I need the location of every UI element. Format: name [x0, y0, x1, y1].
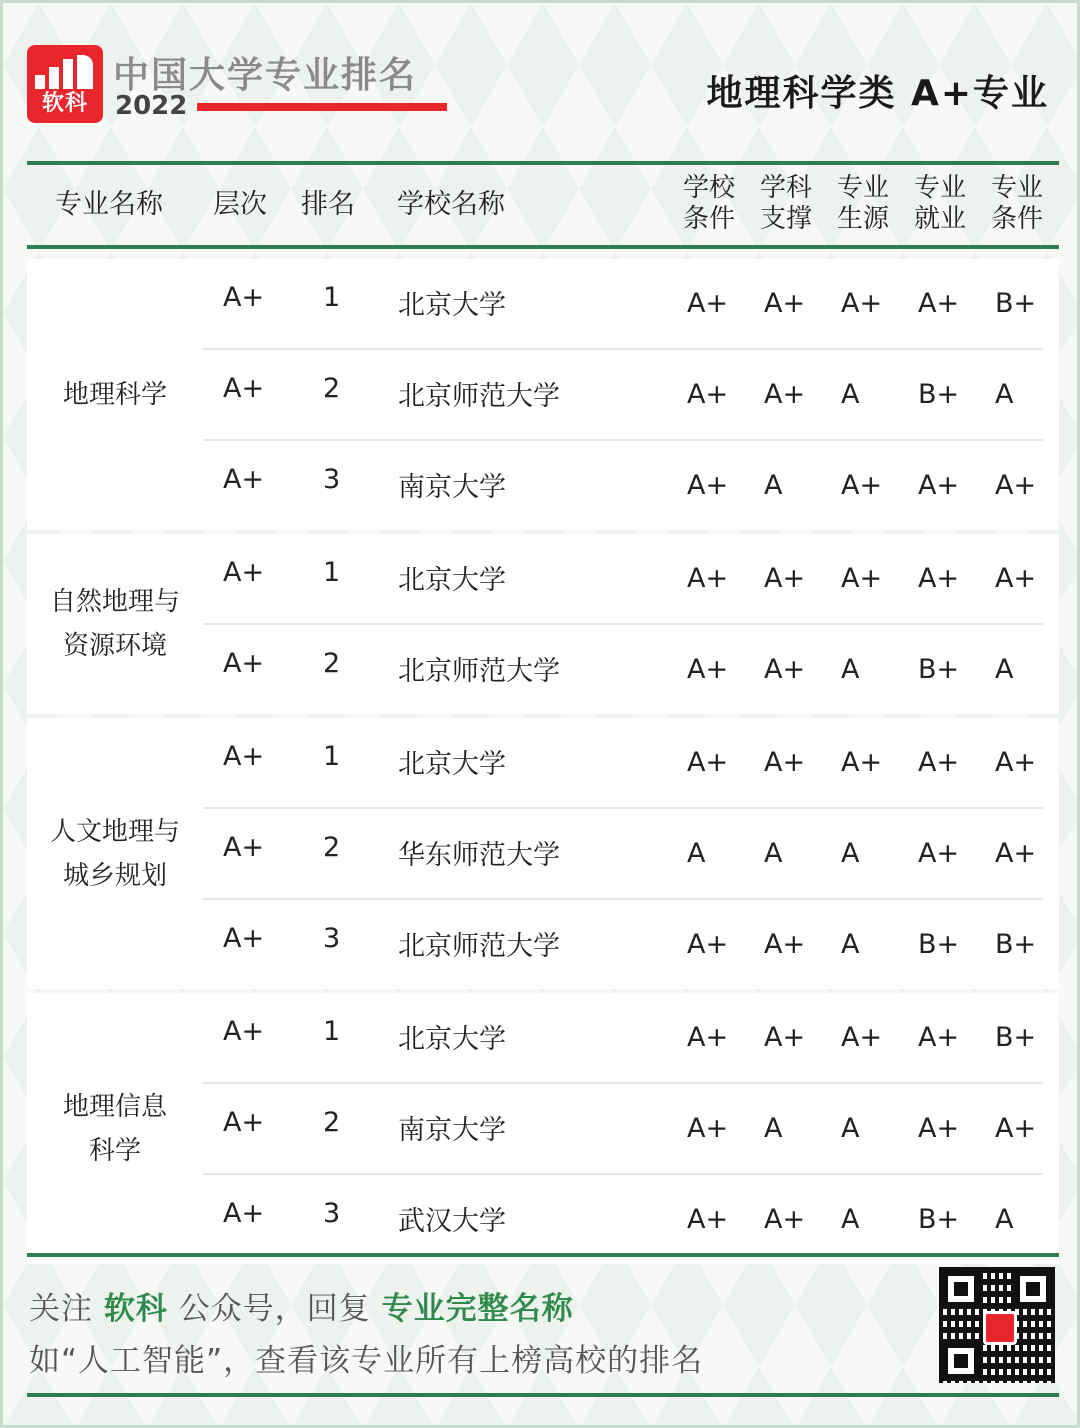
grade-cell: A+	[841, 470, 883, 501]
level-cell: A+	[223, 1107, 265, 1138]
footer-line-1: 关注 软科 公众号，回复 专业完整名称	[29, 1291, 574, 1327]
school-cell: 南京大学	[398, 1115, 506, 1146]
grade-cell: A+	[687, 379, 729, 410]
grade-cell: A+	[764, 1204, 806, 1235]
table-row	[203, 807, 1043, 898]
header-school: 学校名称	[397, 189, 505, 220]
grade-cell: A+	[995, 470, 1037, 501]
rank-cell: 2	[323, 648, 341, 679]
school-cell: 武汉大学	[398, 1206, 506, 1237]
grade-cell: A+	[687, 470, 729, 501]
grade-cell: A+	[687, 929, 729, 960]
rank-cell: 2	[323, 373, 341, 404]
brand-year: 2022	[115, 91, 188, 121]
grade-cell: A+	[764, 288, 806, 319]
table-row	[203, 348, 1043, 439]
grade-cell: B+	[918, 1204, 960, 1235]
table-row	[203, 623, 1043, 714]
grade-cell: A	[841, 1204, 860, 1235]
rank-cell: 1	[323, 282, 341, 313]
school-cell: 北京大学	[398, 749, 506, 780]
school-cell: 北京师范大学	[398, 931, 560, 962]
header-level: 层次	[213, 189, 267, 220]
grade-cell: A+	[841, 563, 883, 594]
school-cell: 南京大学	[398, 472, 506, 503]
grade-cell: A+	[918, 1022, 960, 1053]
grade-cell: A+	[995, 747, 1037, 778]
rank-cell: 1	[323, 741, 341, 772]
header-school-condition: 学校 条件	[682, 173, 735, 234]
grade-cell: B+	[995, 1022, 1037, 1053]
major-name: 地理科学	[62, 379, 167, 410]
grade-cell: A+	[687, 654, 729, 685]
school-cell: 华东师范大学	[398, 840, 560, 871]
level-cell: A+	[223, 923, 265, 954]
grade-cell: B+	[918, 379, 960, 410]
grade-cell: A+	[687, 1022, 729, 1053]
table-row	[203, 1173, 1043, 1264]
grade-cell: A	[764, 470, 783, 501]
rank-cell: 2	[323, 1107, 341, 1138]
major-name: 人文地理与 城乡规划	[49, 816, 180, 891]
grade-cell: A	[995, 1204, 1014, 1235]
rank-cell: 2	[323, 832, 341, 863]
table-row	[203, 898, 1043, 989]
major-group	[27, 993, 1059, 1264]
major-group	[27, 718, 1059, 989]
qr-code-icon	[939, 1267, 1055, 1383]
grade-cell: A+	[764, 654, 806, 685]
header-employment: 专业 就业	[913, 173, 966, 234]
level-cell: A+	[223, 373, 265, 404]
level-cell: A+	[223, 1198, 265, 1229]
grade-cell: A+	[687, 747, 729, 778]
table-row	[203, 534, 1043, 623]
grade-cell: A+	[995, 563, 1037, 594]
grade-cell: A+	[764, 1022, 806, 1053]
footer-line-2: 如“人工智能”，查看该专业所有上榜高校的排名	[29, 1343, 704, 1379]
table-row	[203, 439, 1043, 530]
rank-cell: 3	[323, 1198, 341, 1229]
level-cell: A+	[223, 648, 265, 679]
level-cell: A+	[223, 282, 265, 313]
grade-cell: A+	[764, 747, 806, 778]
rank-cell: 1	[323, 1016, 341, 1047]
grade-cell: A+	[918, 470, 960, 501]
grade-cell: A	[841, 1113, 860, 1144]
grade-cell: A+	[918, 1113, 960, 1144]
grade-cell: A+	[841, 288, 883, 319]
grade-cell: B+	[995, 288, 1037, 319]
school-cell: 北京师范大学	[398, 381, 560, 412]
table-row	[203, 993, 1043, 1082]
ranking-table	[27, 259, 1059, 1268]
grade-cell: A	[995, 654, 1014, 685]
grade-cell: A+	[918, 747, 960, 778]
major-name: 地理信息 科学	[62, 1091, 167, 1166]
grade-cell: A+	[918, 838, 960, 869]
level-cell: A+	[223, 557, 265, 588]
grade-cell: A	[841, 929, 860, 960]
grade-cell: B+	[995, 929, 1037, 960]
grade-cell: A	[841, 379, 860, 410]
grade-cell: B+	[918, 929, 960, 960]
header-discipline-support: 学科 支撑	[759, 173, 812, 234]
footer-bottom-line	[27, 1393, 1059, 1397]
grade-cell: A+	[995, 838, 1037, 869]
header-rank: 排名	[301, 189, 355, 220]
grade-cell: A	[764, 838, 783, 869]
header-student-source: 专业 生源	[836, 173, 889, 234]
grade-cell: A	[687, 838, 706, 869]
level-cell: A+	[223, 464, 265, 495]
school-cell: 北京大学	[398, 1024, 506, 1055]
ruanke-logo-icon	[27, 45, 103, 123]
table-header	[27, 161, 1059, 249]
header-program-condition: 专业 条件	[990, 173, 1043, 234]
rank-cell: 3	[323, 464, 341, 495]
header-major: 专业名称	[55, 189, 163, 220]
grade-cell: B+	[918, 654, 960, 685]
logo-text: 软科	[41, 91, 88, 116]
brand-title: 中国大学专业排名	[113, 55, 418, 96]
brand-accent-line	[197, 103, 447, 111]
major-name: 自然地理与 资源环境	[49, 587, 180, 661]
school-cell: 北京大学	[398, 565, 506, 596]
grade-cell: A+	[687, 288, 729, 319]
grade-cell: A	[841, 654, 860, 685]
level-cell: A+	[223, 741, 265, 772]
page-title: 地理科学类 A+专业	[706, 73, 1049, 114]
grade-cell: A+	[918, 563, 960, 594]
grade-cell: A+	[687, 1113, 729, 1144]
grade-cell: A+	[918, 288, 960, 319]
grade-cell: A+	[764, 929, 806, 960]
footer-divider	[27, 1253, 1059, 1257]
level-cell: A+	[223, 832, 265, 863]
grade-cell: A+	[841, 1022, 883, 1053]
grade-cell: A	[764, 1113, 783, 1144]
grade-cell: A+	[764, 379, 806, 410]
grade-cell: A+	[764, 563, 806, 594]
major-group	[27, 534, 1059, 714]
school-cell: 北京师范大学	[398, 656, 560, 687]
grade-cell: A	[995, 379, 1014, 410]
rank-cell: 1	[323, 557, 341, 588]
grade-cell: A+	[687, 563, 729, 594]
grade-cell: A+	[841, 747, 883, 778]
grade-cell: A+	[687, 1204, 729, 1235]
grade-cell: A+	[995, 1113, 1037, 1144]
major-group	[27, 259, 1059, 530]
school-cell: 北京大学	[398, 290, 506, 321]
table-row	[203, 259, 1043, 348]
level-cell: A+	[223, 1016, 265, 1047]
table-row	[203, 1082, 1043, 1173]
table-row	[203, 718, 1043, 807]
rank-cell: 3	[323, 923, 341, 954]
grade-cell: A	[841, 838, 860, 869]
